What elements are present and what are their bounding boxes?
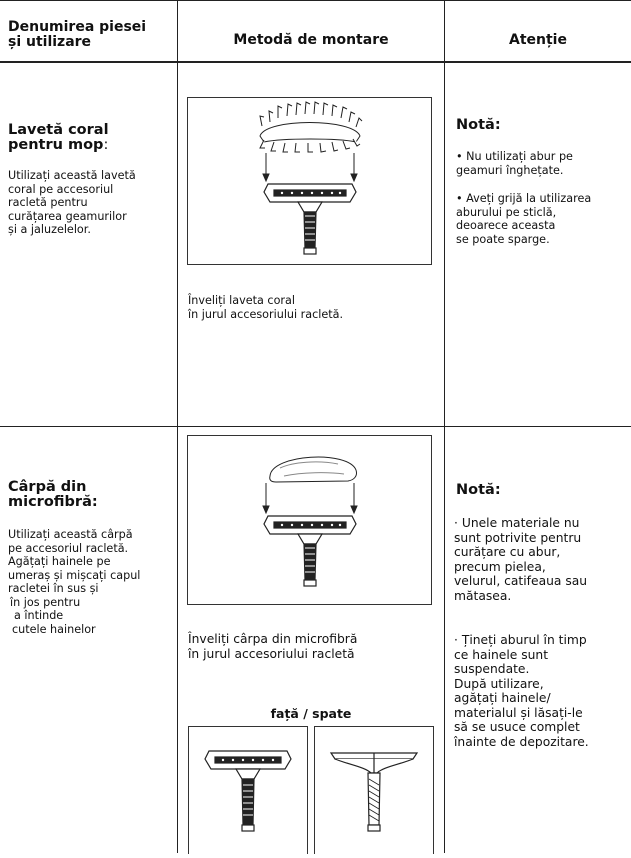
row-divider <box>0 426 631 427</box>
note-line: aburului pe sticlă, <box>456 205 557 219</box>
row2-usage-line: Utilizați această cârpă <box>8 528 133 541</box>
row1-caption <box>188 294 343 321</box>
row2-usage-line: pe accesoriul racletă. <box>8 541 129 555</box>
squeegee-front-icon <box>189 727 307 854</box>
row1-title-line1: Lavetă coral <box>8 122 109 138</box>
row2-note-title: Notă: <box>456 482 501 498</box>
note-line: • Nu utilizați abur pe <box>456 150 573 163</box>
note-line: ce hainele sunt <box>454 647 549 662</box>
note-line: După utilizare, <box>454 676 544 691</box>
arrow-down-icon <box>263 153 357 181</box>
row2-caption <box>188 632 357 661</box>
row1-usage-line: și a jaluzelelor. <box>8 223 91 236</box>
row1-note-2 <box>456 192 591 246</box>
row1-caption-line: în jurul accesoriului racletă. <box>188 307 344 321</box>
header-col1-line2: și utilizare <box>8 34 92 50</box>
coral-cloth-illustration <box>187 97 432 265</box>
squeegee-back-icon <box>315 727 433 854</box>
row2-caption-line: Înveliți cârpa din microfibră <box>188 632 358 646</box>
note-line: înainte de depozitare. <box>454 734 589 749</box>
row1-note-1 <box>456 150 573 177</box>
row2-usage-line: cutele hainelor <box>12 622 96 636</box>
note-line: materialul și lăsați-le <box>454 705 583 720</box>
note-line: precum pielea, <box>454 559 546 574</box>
note-line: · Unele materiale nu <box>454 516 580 530</box>
squeegee-front-view <box>188 726 308 854</box>
note-line: sunt potrivite pentru <box>454 530 582 545</box>
views-label: față / spate <box>270 706 352 721</box>
row2-usage-line: racletei în sus și <box>8 582 99 595</box>
note-line: se poate sparge. <box>456 232 550 246</box>
note-line: velurul, catifeaua sau <box>454 574 588 588</box>
note-line: · Țineți aburul în timp <box>454 633 587 647</box>
header-part-usage <box>8 20 146 50</box>
row2-usage-line: umeraș și mișcați capul <box>8 568 141 582</box>
column-divider-1 <box>177 0 178 853</box>
note-line: agățați hainele/ <box>454 691 551 705</box>
row2-usage <box>8 528 140 636</box>
row2-title-line2: microfibră: <box>8 494 98 510</box>
row1-usage-line: Utilizați această lavetă <box>8 169 136 182</box>
header-col1-line1: Denumirea piesei <box>8 19 147 35</box>
table-top-border <box>0 0 631 1</box>
note-line: geamuri înghețate. <box>456 163 564 177</box>
row2-usage-line: în jos pentru <box>10 595 81 609</box>
coral-cloth-icon <box>188 98 431 264</box>
row1-caption-line: Înveliți laveta coral <box>188 294 295 307</box>
squeegee-back-view <box>314 726 434 854</box>
note-line: mătasea. <box>454 588 512 603</box>
row2-note-1 <box>454 516 587 603</box>
row2-usage-line: a întinde <box>14 609 64 622</box>
header-mounting-method: Metodă de montare <box>233 32 389 48</box>
row2-note-2 <box>454 633 589 749</box>
row2-part-title <box>8 480 98 510</box>
row1-title-suffix: : <box>103 137 109 153</box>
row1-usage-line: curățarea geamurilor <box>8 209 127 223</box>
row2-title-line1: Cârpă din <box>8 479 87 495</box>
microfiber-cloth-icon <box>188 436 431 604</box>
header-attention: Atenție <box>509 32 567 48</box>
row1-usage <box>8 169 136 237</box>
header-divider <box>0 61 631 63</box>
note-line: deoarece aceasta <box>456 219 556 232</box>
note-line: curățare cu abur, <box>454 545 561 559</box>
row1-usage-line: racletă pentru <box>8 196 88 209</box>
row2-usage-line: Agățați hainele pe <box>8 555 111 568</box>
row1-part-title <box>8 123 109 153</box>
row1-title-line2: pentru mop <box>8 137 104 153</box>
row1-usage-line: coral pe accesoriul <box>8 182 114 196</box>
note-line: • Aveți grijă la utilizarea <box>456 192 592 205</box>
row2-caption-line: în jurul accesoriului racletă <box>188 646 355 661</box>
arrow-down-icon <box>263 483 357 513</box>
note-line: suspendate. <box>454 662 530 676</box>
column-divider-2 <box>444 0 445 853</box>
microfiber-cloth-illustration <box>187 435 432 605</box>
row1-note-title: Notă: <box>456 117 501 133</box>
note-line: să se usuce complet <box>454 720 580 734</box>
